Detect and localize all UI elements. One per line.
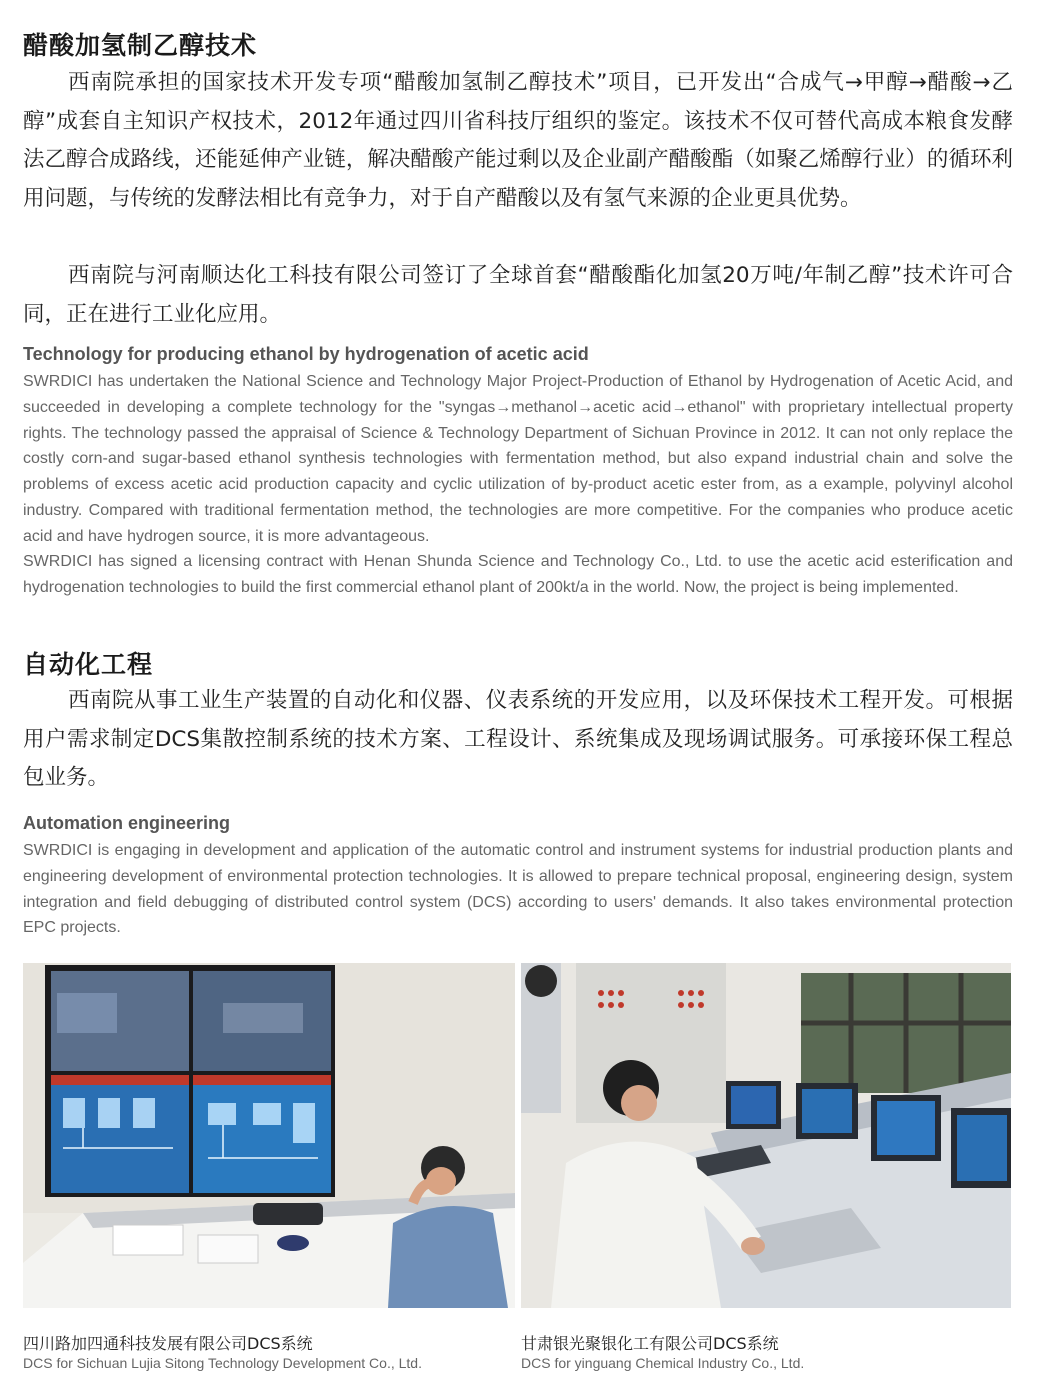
section1-para1: 西南院承担的国家技术开发专项“醋酸加氢制乙醇技术”项目，已开发出“合成气→甲醇→醋酸→乙醇”成套自主知识产权技术，2012年通过四川省科技厅组织的鉴定。该技术不仅可替代高成本粮食发酵法乙醇合成路线，还能延伸产业链，解决醋酸产能过剩以及企业副产醋酸酯（如聚乙烯醇行业）的循环利用问题，与传统的发酵法相比有竞争力，对于自产醋酸以及有氢气来源的企业更具优势。 — [23, 70, 1013, 211]
photo-control-room-sichuan — [23, 963, 515, 1308]
section1-en-title: Technology for producing ethanol by hydrogenation of acetic acid — [23, 344, 589, 364]
photo-dcs-console-gansu — [521, 963, 1011, 1308]
section1-para2: 西南院与河南顺达化工科技有限公司签订了全球首套“醋酸酯化加氢20万吨/年制乙醇”技术许可合同，正在进行工业化应用。 — [23, 263, 1013, 327]
photo1-caption-en: DCS for Sichuan Lujia Sitong Technology Development Co., Ltd. — [23, 1355, 422, 1371]
section2-title: 自动化工程 — [23, 650, 154, 679]
section1-en-para1: SWRDICI has undertaken the National Science and Technology Major Project-Production of Ethanol by Hydrogenation of Acetic Acid, and succeeded in developing a complete technology for the "syngas→methanol→acetic acid→ethanol" with proprietary intellectual property rights. The technology passed the appraisal of Science & Technology Department of Sichuan Province in 2012. It can not only replace the costly corn-and sugar-based ethanol synthesis technologies with fermentation method, but also expand industrial chain and solve the problems of excess acetic acid production capacity and cyclic utilization of by-product acetic ester from, as a example, polyvinyl alcohol industry. Compared with traditional fermentation method, the technologies are more competitive. For the companies who produce acetic acid and have hydrogen source, it is more advantageous. — [23, 373, 1013, 545]
section2-para1: 西南院从事工业生产装置的自动化和仪器、仪表系统的开发应用，以及环保技术工程开发。可根据用户需求制定DCS集散控制系统的技术方案、工程设计、系统集成及现场调试服务。可承接环保工程总包业务。 — [23, 688, 1013, 790]
section1-en-para2: SWRDICI has signed a licensing contract with Henan Shunda Science and Technology Co., Ltd. to use the acetic acid esterification and hydrogenation technologies to build the first commercial ethanol plant of 200kt/a in the world. Now, the project is being implemented. — [23, 553, 1013, 596]
section1-title: 醋酸加氢制乙醇技术 — [23, 31, 258, 60]
photo2-caption-en: DCS for yinguang Chemical Industry Co., Ltd. — [521, 1355, 805, 1371]
section2-en-para1: SWRDICI is engaging in development and application of the automatic control and instrument systems for industrial production plants and engineering development of environmental protection technologies. It is allowed to prepare technical proposal, engineering design, system integration and field debugging of distributed control system (DCS) according to users' demands. It also takes environmental protection EPC projects. — [23, 842, 1013, 937]
photo1-caption-zh: 四川路加四通科技发展有限公司DCS系统 — [23, 1334, 313, 1353]
photo2-caption-zh: 甘肃银光聚银化工有限公司DCS系统 — [521, 1334, 779, 1353]
section2-en-title: Automation engineering — [23, 813, 230, 833]
